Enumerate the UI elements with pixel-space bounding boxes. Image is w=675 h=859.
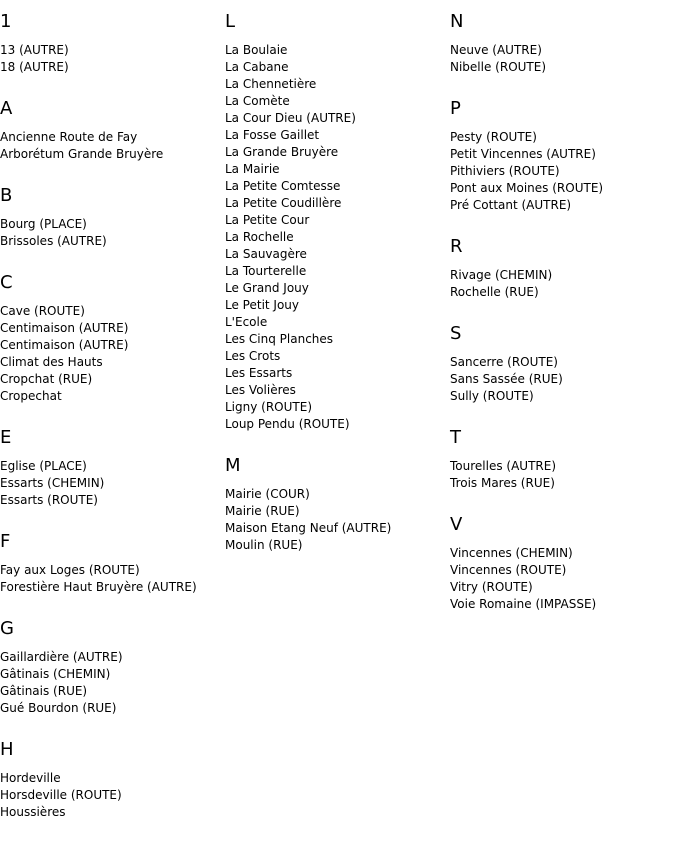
street-entry[interactable]: Pont aux Moines (ROUTE) (450, 181, 604, 195)
street-entry[interactable]: Bourg (PLACE) (0, 217, 87, 231)
street-entry[interactable]: 18 (AUTRE) (0, 60, 69, 74)
letter-group (450, 516, 675, 613)
street-entry[interactable]: Le Grand Jouy (225, 281, 309, 295)
section-letter-heading: L (225, 11, 236, 32)
street-entry[interactable]: L'Ecole (225, 315, 268, 329)
column-3 (450, 0, 675, 637)
street-entry[interactable]: Les Volières (225, 383, 296, 397)
street-entry[interactable]: Vitry (ROUTE) (450, 580, 533, 594)
letter-group (225, 13, 450, 433)
column-2 (225, 0, 450, 578)
street-entry[interactable]: La Tourterelle (225, 264, 307, 278)
street-entry[interactable]: Vincennes (ROUTE) (450, 563, 567, 577)
street-entry[interactable]: Trois Mares (RUE) (450, 476, 555, 490)
section-letter-heading: R (450, 236, 463, 257)
street-entry[interactable]: Arborétum Grande Bruyère (0, 147, 164, 161)
street-entry[interactable]: Mairie (COUR) (225, 487, 310, 501)
street-entry[interactable]: La Sauvagère (225, 247, 307, 261)
street-entry[interactable]: Vincennes (CHEMIN) (450, 546, 573, 560)
letter-group (0, 274, 225, 405)
street-entry[interactable]: Sully (ROUTE) (450, 389, 534, 403)
section-letter-heading: C (0, 272, 13, 293)
street-entry[interactable]: Forestière Haut Bruyère (AUTRE) (0, 580, 197, 594)
street-entry[interactable]: Brissoles (AUTRE) (0, 234, 107, 248)
street-entry[interactable]: La Petite Comtesse (225, 179, 341, 193)
street-entry[interactable]: La Rochelle (225, 230, 294, 244)
letter-group (450, 13, 675, 76)
street-entry[interactable]: Cropechat (0, 389, 62, 403)
letter-group (450, 325, 675, 405)
street-entry[interactable]: Les Crots (225, 349, 281, 363)
street-entry[interactable]: Le Petit Jouy (225, 298, 300, 312)
street-entry[interactable]: La Fosse Gaillet (225, 128, 320, 142)
street-entry[interactable]: La Grande Bruyère (225, 145, 339, 159)
street-entry[interactable]: La Comète (225, 94, 290, 108)
street-entry[interactable]: Ancienne Route de Fay (0, 130, 138, 144)
street-entry[interactable]: Houssières (0, 805, 66, 819)
street-entry[interactable]: Rochelle (RUE) (450, 285, 539, 299)
section-letter-heading: G (0, 618, 14, 639)
street-entry[interactable]: Maison Etang Neuf (AUTRE) (225, 521, 392, 535)
street-entry[interactable]: Sans Sassée (RUE) (450, 372, 563, 386)
section-letter-heading: P (450, 98, 461, 119)
street-entry[interactable]: La Petite Cour (225, 213, 310, 227)
section-letter-heading: S (450, 323, 462, 344)
street-entry[interactable]: Cropchat (RUE) (0, 372, 93, 386)
street-entry[interactable]: Moulin (RUE) (225, 538, 303, 552)
street-entry[interactable]: 13 (AUTRE) (0, 43, 69, 57)
street-entry[interactable]: Les Essarts (225, 366, 293, 380)
street-entry[interactable]: Fay aux Loges (ROUTE) (0, 563, 140, 577)
street-entry[interactable]: Centimaison (AUTRE) (0, 338, 129, 352)
letter-group (0, 187, 225, 250)
section-letter-heading: B (0, 185, 13, 206)
letter-group (0, 13, 225, 76)
street-entry[interactable]: Centimaison (AUTRE) (0, 321, 129, 335)
street-entry[interactable]: Tourelles (AUTRE) (450, 459, 557, 473)
street-entry[interactable]: Gâtinais (RUE) (0, 684, 88, 698)
section-letter-heading: V (450, 514, 463, 535)
street-entry[interactable]: Hordeville (0, 771, 61, 785)
letter-group (450, 429, 675, 492)
letter-group (0, 100, 225, 163)
street-entry[interactable]: Horsdeville (ROUTE) (0, 788, 122, 802)
street-entry[interactable]: Pithiviers (ROUTE) (450, 164, 560, 178)
street-entry[interactable]: Gué Bourdon (RUE) (0, 701, 117, 715)
street-entry[interactable]: Rivage (CHEMIN) (450, 268, 553, 282)
street-entry[interactable]: Gaillardière (AUTRE) (0, 650, 123, 664)
street-entry[interactable]: La Cour Dieu (AUTRE) (225, 111, 356, 125)
street-entry[interactable]: La Mairie (225, 162, 280, 176)
letter-group (0, 533, 225, 596)
street-entry[interactable]: Les Cinq Planches (225, 332, 334, 346)
street-entry[interactable]: Eglise (PLACE) (0, 459, 87, 473)
street-entry[interactable]: Climat des Hauts (0, 355, 103, 369)
letter-group (450, 100, 675, 214)
street-entry[interactable]: Ligny (ROUTE) (225, 400, 312, 414)
street-entry[interactable]: Voie Romaine (IMPASSE) (450, 597, 597, 611)
street-entry[interactable]: La Chennetière (225, 77, 317, 91)
street-entry[interactable]: Cave (ROUTE) (0, 304, 85, 318)
column-1 (0, 0, 225, 845)
letter-group (450, 238, 675, 301)
letter-group (225, 457, 450, 554)
section-letter-heading: A (0, 98, 13, 119)
section-letter-heading: E (0, 427, 12, 448)
street-entry[interactable]: Pesty (ROUTE) (450, 130, 537, 144)
street-entry[interactable]: Pré Cottant (AUTRE) (450, 198, 572, 212)
letter-group (0, 620, 225, 717)
section-letter-heading: M (225, 455, 241, 476)
street-entry[interactable]: Petit Vincennes (AUTRE) (450, 147, 596, 161)
street-entry[interactable]: Sancerre (ROUTE) (450, 355, 558, 369)
section-letter-heading: H (0, 739, 14, 760)
street-entry[interactable]: Gâtinais (CHEMIN) (0, 667, 111, 681)
section-letter-heading: 1 (0, 11, 12, 32)
street-entry[interactable]: La Boulaie (225, 43, 288, 57)
section-letter-heading: N (450, 11, 464, 32)
letter-group (0, 741, 225, 821)
street-entry[interactable]: La Cabane (225, 60, 289, 74)
street-entry[interactable]: Essarts (CHEMIN) (0, 476, 105, 490)
section-letter-heading: F (0, 531, 11, 552)
street-entry[interactable]: Neuve (AUTRE) (450, 43, 542, 57)
street-entry[interactable]: Essarts (ROUTE) (0, 493, 98, 507)
street-entry[interactable]: Nibelle (ROUTE) (450, 60, 547, 74)
letter-group (0, 429, 225, 509)
street-entry[interactable]: Loup Pendu (ROUTE) (225, 417, 350, 431)
street-entry[interactable]: La Petite Coudillère (225, 196, 342, 210)
section-letter-heading: T (450, 427, 461, 448)
street-entry[interactable]: Mairie (RUE) (225, 504, 300, 518)
